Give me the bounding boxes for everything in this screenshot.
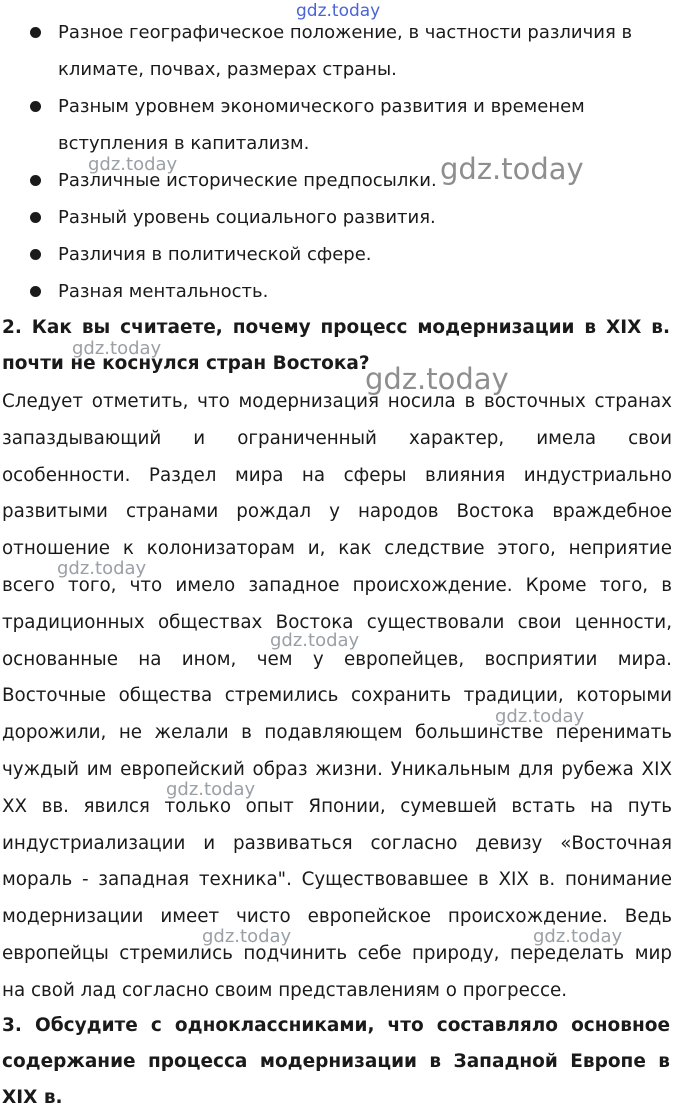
question-2-line-1: 2. Как вы считаете, почему процесс модернизации в XIX в. [2, 317, 670, 338]
question-3-heading [2, 1008, 670, 1116]
list-item-text: Разная ментальность. [58, 281, 269, 302]
watermark: gdz.today [88, 154, 178, 175]
bullet-icon [30, 175, 41, 186]
list-item [0, 162, 673, 199]
question-3-line-1: 3. Обсудите с одноклассниками, что составляло основное [2, 1015, 670, 1036]
list-item [0, 273, 673, 310]
watermark: gdz.today [495, 706, 585, 727]
list-item-text: Различные исторические предпосылки. [58, 170, 437, 191]
list-item [0, 236, 673, 273]
list-item-text: Разным уровнем экономического развития и временем вступления в капитализм. [58, 96, 585, 154]
watermark: gdz.today [166, 779, 256, 800]
list-item [0, 88, 673, 162]
list-item-text: Разный уровень социального развития. [58, 207, 436, 228]
list-item-text: Различия в политической сфере. [58, 244, 372, 265]
watermark: gdz.today [440, 152, 584, 186]
list-item [0, 199, 673, 236]
watermark: gdz.today [72, 338, 162, 359]
watermark: gdz.today [202, 926, 292, 947]
watermark: gdz.today [296, 1, 381, 21]
bullet-icon [30, 212, 41, 223]
answer-2-paragraph: Следует отметить, что модернизация носила в восточных странах запаздывающий и ограниченный характер, имела свои особенности. Раздел мира на сферы влияния индустриально развитыми странами рождал у народов Востока враждебное отношение к колонизаторам и, как следствие этого, неприятие всего того, что имело западное происхождение. Кроме того, в традиционных обществах Востока существовали свои ценности, основанные на ином, чем у европейцев, восприятии мира. Восточные общества стремились сохранить традиции, которыми дорожили, не желали в подавляющем большинстве перенимать чуждый им европейский образ жизни. Уникальным для рубежа XIX XX вв. явился только опыт Японии, сумевшей встать на путь индустриализации и развиваться согласно девизу «Восточная мораль - западная техника". Существовавшее в XIX в. понимание модернизации имеет чисто европейское происхождение. Ведь европейцы стремились подчинить себе природу, переделать мир на свой лад согласно своим представлениям о прогрессе. [2, 391, 672, 1001]
question-2-line-2: почти не коснулся стран Востока? [2, 353, 370, 374]
factor-list [0, 14, 673, 310]
question-3-line-3: XIX в. [2, 1087, 63, 1108]
bullet-icon [30, 286, 41, 297]
list-item-text: Разное географическое положение, в частности различия в климате, почвах, размерах страны. [58, 22, 633, 80]
bullet-icon [30, 27, 41, 38]
question-2-heading [2, 310, 670, 382]
bullet-icon [30, 249, 41, 260]
watermark: gdz.today [365, 362, 509, 396]
question-3-line-2: содержание процесса модернизации в Западной Европе в [2, 1051, 670, 1072]
watermark: gdz.today [57, 558, 147, 579]
bullet-icon [30, 101, 41, 112]
watermark: gdz.today [533, 926, 623, 947]
watermark: gdz.today [270, 630, 360, 651]
list-item [0, 14, 673, 88]
